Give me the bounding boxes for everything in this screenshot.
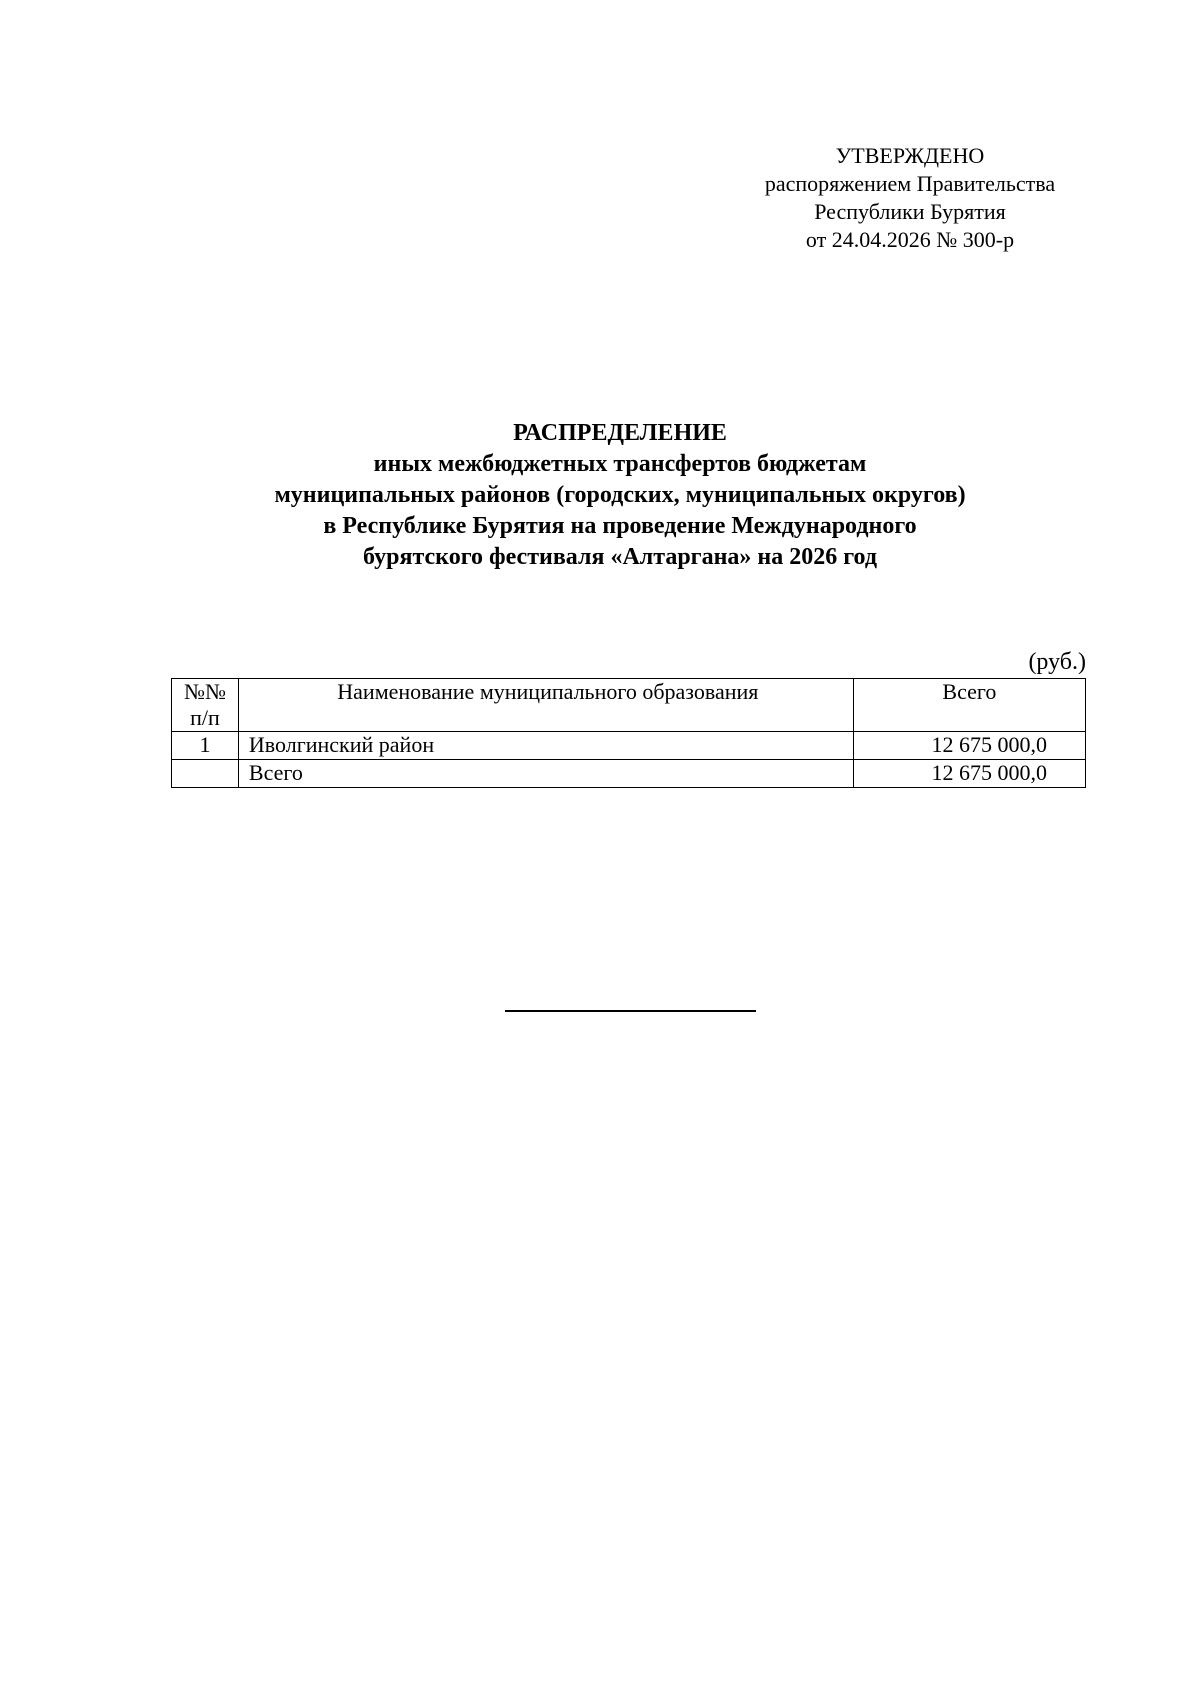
total-row-number [172,760,239,788]
distribution-table [171,678,1086,788]
approval-issuer: распоряжением Правительства [764,171,1056,196]
table-row [172,732,1086,760]
header-number [172,679,239,732]
title-line-2: иных межбюджетных трансфертов бюджетам [373,451,867,477]
currency-units: (руб.) [1028,649,1086,675]
title-line-1: РАСПРЕДЕЛЕНИЕ [513,420,727,446]
row-municipality: Иволгинский район [238,732,853,760]
document-title [160,418,1080,573]
title-line-5: бурятского фестиваля «Алтаргана» на 2026 год [363,544,877,570]
row-amount: 12 675 000,0 [853,732,1085,760]
row-number: 1 [172,732,239,760]
header-number-line-2: п/п [190,705,220,730]
header-total: Всего [853,679,1085,732]
approval-date-number: от 24.04.2026 № 300-р [805,227,1015,252]
table-header-row [172,679,1086,732]
table-total-row [172,760,1086,788]
header-number-line-1: №№ [183,679,226,704]
header-municipality: Наименование муниципального образования [238,679,853,732]
closing-separator-line [505,1010,756,1012]
total-row-label: Всего [238,760,853,788]
approval-heading: УТВЕРЖДЕНО [835,143,985,168]
total-row-amount: 12 675 000,0 [853,760,1085,788]
title-line-4: в Республике Бурятия на проведение Международного [323,513,917,539]
title-line-3: муниципальных районов (городских, муниципальных округов) [274,482,966,508]
approval-stamp [740,142,1080,254]
approval-republic: Республики Бурятия [814,199,1006,224]
